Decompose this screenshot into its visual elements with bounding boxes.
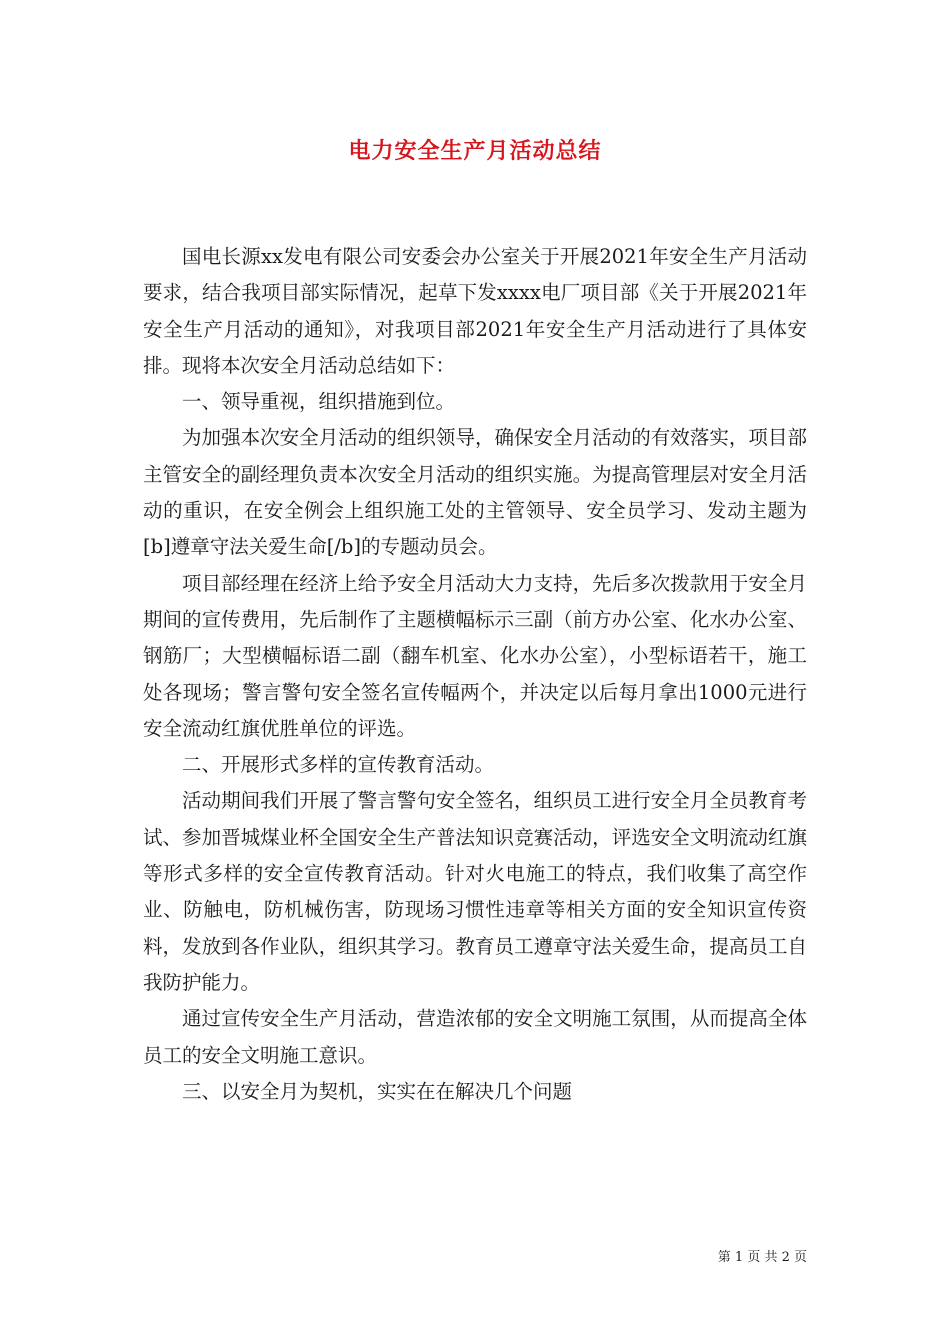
paragraph: 项目部经理在经济上给予安全月活动大力支持，先后多次拨款用于安全月期间的宣传费用，先后制作了主题横幅标示三副（前方办公室、化水办公室、钢筋厂；大型横幅标语二副（翻车机室、化水办公室），小型标语若干，施工处各现场；警言警句安全签名宣传幅两个，并决定以后每月拿出1000元进行安全流动红旗优胜单位的评选。 [143, 571, 807, 740]
document-title: 电力安全生产月活动总结 [348, 138, 602, 164]
paragraph: 通过宣传安全生产月活动，营造浓郁的安全文明施工氛围，从而提高全体员工的安全文明施工意识。 [143, 1007, 807, 1067]
paragraph-intro: 国电长源xx发电有限公司安委会办公室关于开展2021年安全生产月活动要求，结合我项目部实际情况，起草下发xxxx电厂项目部《关于开展2021年安全生产月活动的通知》，对我项目部2021年安全生产月活动进行了具体安排。现将本次安全月活动总结如下： [143, 245, 807, 377]
section-heading-3: 三、以安全月为契机，实实在在解决几个问题 [182, 1079, 573, 1103]
document-body [143, 239, 807, 1110]
paragraph: 为加强本次安全月活动的组织领导，确保安全月活动的有效落实，项目部主管安全的副经理负责本次安全月活动的组织实施。为提高管理层对安全月活动的重识，在安全例会上组织施工处的主管领导、安全员学习、发动主题为[b]遵章守法关爱生命[/b]的专题动员会。 [143, 426, 807, 559]
section-heading-1: 一、领导重视，组织措施到位。 [182, 390, 456, 414]
page-number-footer: 第 1 页 共 2 页 [717, 1250, 807, 1265]
paragraph: 活动期间我们开展了警言警句安全签名，组织员工进行安全月全员教育考试、参加晋城煤业杯全国安全生产普法知识竞赛活动，评选安全文明流动红旗等形式多样的安全宣传教育活动。针对火电施工的特点，我们收集了高空作业、防触电，防机械伤害，防现场习惯性违章等相关方面的安全知识宣传资料，发放到各作业队，组织其学习。教育员工遵章守法关爱生命，提高员工自我防护能力。 [143, 789, 807, 994]
section-heading-2: 二、开展形式多样的宣传教育活动。 [182, 753, 495, 777]
